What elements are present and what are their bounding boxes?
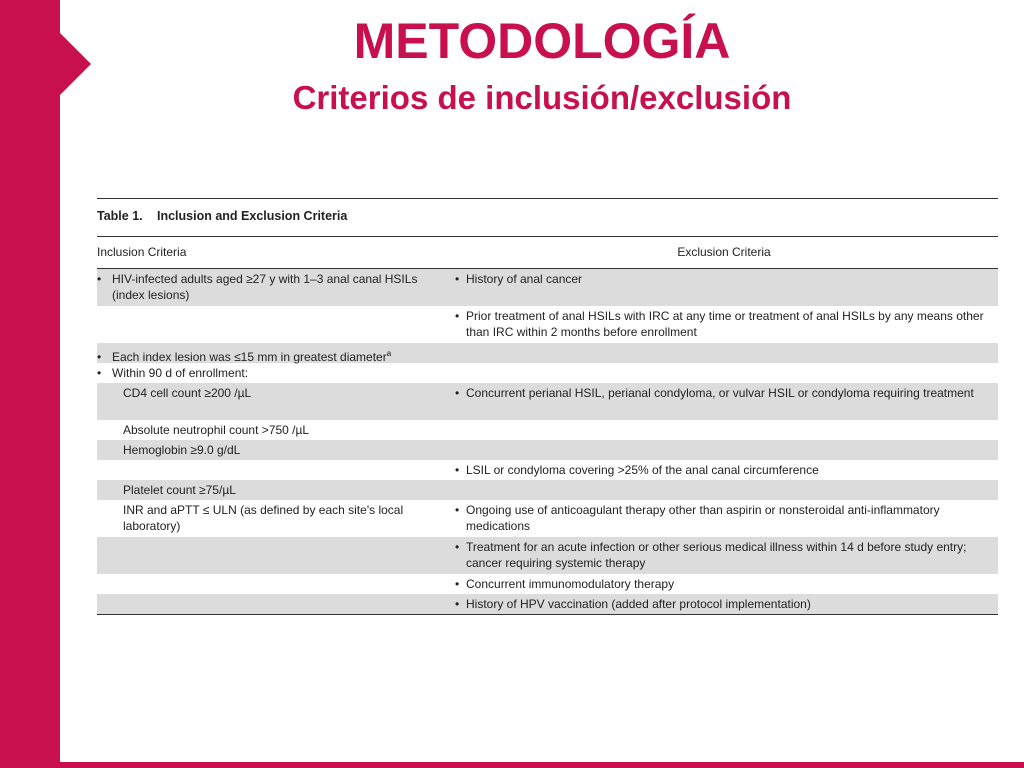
- table-row: [97, 574, 998, 594]
- bullet-icon: •: [455, 463, 460, 477]
- inclusion-text: Platelet count ≥75/µL: [123, 483, 236, 497]
- bullet-icon: •: [455, 503, 460, 517]
- bullet-icon: •: [455, 577, 460, 591]
- exclusion-cell: [450, 460, 998, 480]
- inclusion-cell: [97, 420, 450, 440]
- exclusion-cell: [450, 383, 998, 420]
- exclusion-cell: [450, 440, 998, 460]
- table-row: [97, 383, 998, 420]
- table-row: [97, 500, 998, 537]
- slide-subtitle: Criterios de inclusión/exclusión: [292, 79, 792, 116]
- exclusion-cell: [450, 500, 998, 537]
- exclusion-text: History of HPV vaccination (added after protocol implementation): [466, 597, 811, 611]
- exclusion-text: Concurrent perianal HSIL, perianal condyloma, or vulvar HSIL or condyloma requiring treatment: [466, 386, 974, 400]
- table-bottom-rule: [97, 614, 998, 615]
- table-number: Table 1.: [97, 209, 143, 223]
- inclusion-cell: [97, 306, 450, 343]
- bullet-icon: •: [455, 540, 460, 554]
- inclusion-text: Absolute neutrophil count >750 /µL: [123, 423, 310, 437]
- table-row: [97, 420, 998, 440]
- left-accent-bar: [0, 0, 60, 768]
- inclusion-cell: [97, 343, 450, 363]
- inclusion-cell: [97, 269, 450, 306]
- bullet-icon: •: [455, 597, 460, 611]
- exclusion-cell: [450, 537, 998, 574]
- inclusion-cell: [97, 480, 450, 500]
- table-caption: [97, 198, 998, 236]
- bullet-icon: •: [455, 386, 460, 400]
- footnote-marker: a: [386, 349, 392, 358]
- bullet-icon: •: [97, 350, 102, 364]
- table-row: [97, 480, 998, 500]
- inclusion-cell: [97, 383, 450, 420]
- exclusion-text: Concurrent immunomodulatory therapy: [466, 577, 675, 591]
- inclusion-text: CD4 cell count ≥200 /µL: [123, 386, 252, 400]
- inclusion-text: Within 90 d of enrollment:: [112, 366, 249, 380]
- inclusion-cell: [97, 574, 450, 594]
- exclusion-cell: [450, 343, 998, 363]
- table-row: [97, 537, 998, 574]
- inclusion-header: Inclusion Criteria: [97, 245, 187, 259]
- criteria-table: [97, 198, 998, 615]
- exclusion-cell: [450, 363, 998, 383]
- inclusion-cell: [97, 440, 450, 460]
- table-row: [97, 343, 998, 363]
- table-row: [97, 594, 998, 614]
- table-caption-text: Inclusion and Exclusion Criteria: [157, 209, 348, 223]
- inclusion-cell: [97, 594, 450, 614]
- table-row: [97, 269, 998, 306]
- bullet-icon: •: [97, 366, 102, 380]
- inclusion-text: Each index lesion was ≤15 mm in greatest diameter: [112, 350, 387, 364]
- table-row: [97, 460, 998, 480]
- exclusion-cell: [450, 574, 998, 594]
- inclusion-text: INR and aPTT ≤ ULN (as defined by each site's local laboratory): [123, 503, 404, 533]
- exclusion-header: Exclusion Criteria: [677, 245, 771, 259]
- exclusion-cell: [450, 480, 998, 500]
- exclusion-text: Treatment for an acute infection or other serious medical illness within 14 d before study entry; cancer requiring systemic therapy: [466, 540, 967, 570]
- exclusion-text: Prior treatment of anal HSILs with IRC at any time or treatment of anal HSILs by any means other than IRC within 2 months before enrollment: [466, 309, 984, 339]
- table-row: [97, 440, 998, 460]
- exclusion-text: History of anal cancer: [466, 272, 583, 286]
- exclusion-cell: [450, 420, 998, 440]
- inclusion-cell: [97, 363, 450, 383]
- bottom-accent-bar: [0, 762, 1024, 768]
- bullet-icon: •: [455, 272, 460, 286]
- exclusion-cell: [450, 306, 998, 343]
- table-header-row: [97, 236, 998, 269]
- table-row: [97, 363, 998, 383]
- inclusion-cell: [97, 537, 450, 574]
- inclusion-cell: [97, 460, 450, 480]
- exclusion-text: Ongoing use of anticoagulant therapy other than aspirin or nonsteroidal anti-inflammatory medications: [466, 503, 940, 533]
- bullet-icon: •: [455, 309, 460, 323]
- exclusion-text: LSIL or condyloma covering >25% of the anal canal circumference: [466, 463, 819, 477]
- inclusion-text: Hemoglobin ≥9.0 g/dL: [123, 443, 241, 457]
- slide-title: METODOLOGÍA: [353, 13, 731, 69]
- bullet-icon: •: [97, 272, 102, 286]
- inclusion-cell: [97, 500, 450, 537]
- table-row: [97, 306, 998, 343]
- exclusion-cell: [450, 594, 998, 614]
- table-body: [97, 269, 998, 614]
- exclusion-cell: [450, 269, 998, 306]
- inclusion-text: HIV-infected adults aged ≥27 y with 1–3 anal canal HSILs (index lesions): [112, 272, 418, 302]
